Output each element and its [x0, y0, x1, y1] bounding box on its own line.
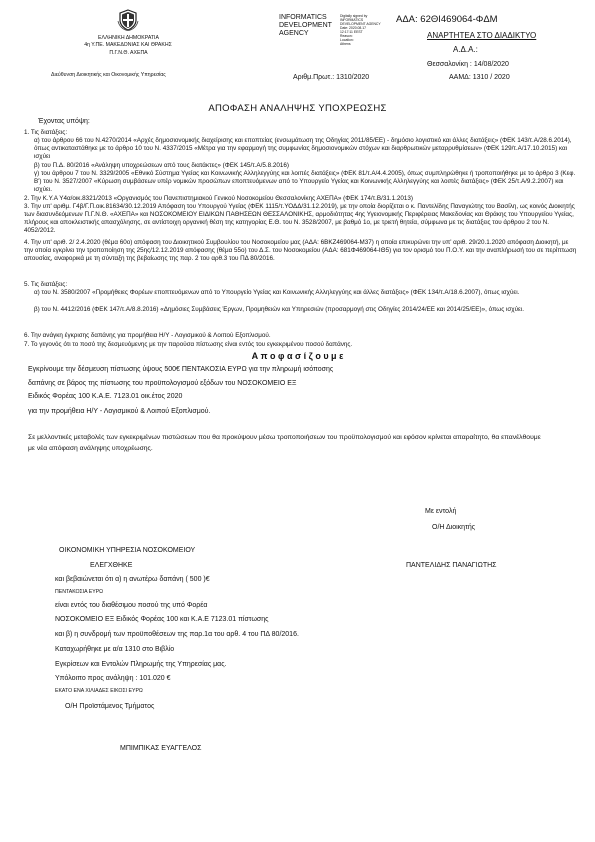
- finance-line-5: και β) η συνδρομή των προϋποθέσεων της παρ.1α του αρθ. 4 του ΠΔ 80/2016.: [55, 631, 299, 638]
- future-changes-note: Σε μελλοντικές μεταβολές των εγκεκριμένων πιστώσεων που θα προκύψουν μέσω τροποποιήσεων του προϋπολογισμού και εφόσον κρίνεται απαραίτητο, θα επανέλθουμε με νέα απόφαση ανάληψης υποχρέωσης.: [28, 434, 541, 452]
- decision-line-1: Εγκρίνουμε την δέσμευση πίστωσης ύψους 500€ ΠΕΝΤΑΚΟΣΙΑ ΕΥΡΩ για την πληρωμή ισόποσης: [28, 366, 334, 373]
- consideration-4: 4. Την υπ' αριθ. 2/ 2.4.2020 (θέμα 60ο) απόφαση του Διοικητικού Συμβουλίου του Νοσοκομείου μας (ΑΔΑ: 6ΒΚΖ469064-Μ37) η οποία επικυρώνει την υπ' αριθ. 29/20.1.2020 απόφαση Διοικητή, με την οποία εγκρίνει την τροποποίηση της 25ης/12.12.2019 απόφασης (θέμα 55ο) του Δ.Σ. του Νοσοκομείου (ΑΔΑ: 681Φ469064-ΙΘ5) για τον ορισμό του Π.Ο.Υ. και την αναπλήρωσή του σε περίπτωση απουσίας, αναφορικά με τη σύνταξη της βεβαίωσης της παρ. 2 του αρθ.3 του ΠΔ 80/2016.: [24, 239, 577, 263]
- director-name: ΠΑΝΤΕΛΙΔΗΣ ΠΑΝΑΓΙΩΤΗΣ: [406, 562, 497, 569]
- org-line-health-region: 4η Υ.ΠΕ. ΜΑΚΕΔΟΝΙΑΣ ΚΑΙ ΘΡΑΚΗΣ: [84, 42, 172, 48]
- finance-heading: ΟΙΚΟΝΟΜΙΚΗ ΥΠΗΡΕΣΙΑ ΝΟΣΟΚΟΜΕΙΟΥ: [59, 547, 196, 554]
- signature-line-1: Digitally signed by: [340, 14, 368, 18]
- consideration-5b: β) του Ν. 4412/2016 (ΦΕΚ 147/τ.Α/8.8.2016) «Δημόσιες Συμβάσεις Έργων, Προμηθειών και Υπηρεσιών (προσαρμογή στις Οδηγίες 2014/24/ΕΕ και 2014/25/ΕΕ)», όπως ισχύει.: [34, 306, 524, 313]
- consideration-7: 7. Το γεγονός ότι το ποσό της δεσμευόμενης με την παρούσα πίστωσης είναι εντός του εγκεκριμένου ποσού δαπάνης.: [24, 341, 353, 348]
- signature-line-3: DEVELOPMENT AGENCY: [340, 22, 381, 26]
- finance-signer-name: ΜΠΙΜΠΙΚΑΣ ΕΥΑΓΓΕΛΟΣ: [120, 745, 202, 752]
- org-line-hospital: Π.Γ.Ν.Θ. ΑΧΕΠΑ: [109, 50, 148, 56]
- consideration-5: 5. Τις διατάξεις:: [24, 281, 68, 288]
- by-order-label: Με εντολή: [425, 508, 457, 515]
- remaining-balance: Υπόλοιπο προς ανάληψη : 101.020 €: [55, 675, 171, 682]
- consideration-1: 1. Τις διατάξεις:: [24, 129, 68, 136]
- remaining-balance-words: ΕΚΑΤΟ ΕΝΑ ΧΙΛΙΑΔΕΣ ΕΙΚΟΣΙ ΕΥΡΩ: [55, 688, 143, 694]
- having-regard-label: Έχοντας υπόψη:: [38, 118, 90, 125]
- finance-line-1: και βεβαιώνεται ότι α) η ανωτέρω δαπάνη ( 500 )€: [55, 576, 210, 583]
- decide-heading: Α π ο φ α σ ί ζ ο υ μ ε: [251, 351, 344, 361]
- aamd-number: ΑΑΜΔ: 1310 / 2020: [449, 74, 510, 81]
- consideration-5a: α) του Ν. 3580/2007 «Προμήθειες Φορέων εποπτευόμενων από το Υπουργείο Υγείας και Κοινωνικής Αλληλεγγύης και άλλες διατάξεις» (ΦΕΚ 134/τ.Α/18.6.2007), όπως ισχύει.: [34, 289, 520, 296]
- page-title: ΑΠΟΦΑΣΗ ΑΝΑΛΗΨΗΣ ΥΠΟΧΡΕΩΣΗΣ: [208, 103, 387, 114]
- org-line-republic: ΕΛΛΗΝΙΚΗ ΔΗΜΟΚΡΑΤΙΑ: [98, 35, 159, 41]
- informatics-line-3: AGENCY: [279, 30, 309, 37]
- posting-label: ΑΝΑΡΤΗΤΕΑ ΣΤΟ ΔΙΑΔΙΚΤΥΟ: [427, 31, 537, 40]
- finance-line-6: Καταχωρήθηκε με α/α 1310 στο Βιβλίο: [55, 646, 175, 653]
- greek-coat-of-arms-icon: [117, 9, 139, 31]
- consideration-3: 3. Την υπ' αριθμ. Γ4β/Γ.Π.οικ.81634/30.12.2019 Απόφαση του Υπουργού Υγείας (ΦΕΚ 1115/τ.ΥΟΔΔ/31.12.2019), με την οποία διορίζεται ο κ. Παντελίδης Παναγιώτης του Βασίλη, ως κοινός Διοικητής των διασυνδεόμενων Π.Γ.Ν.Θ. «ΑΧΕΠΑ» και ΝΟΣΟΚΟΜΕΙΟΥ ΕΙΔΙΚΩΝ ΠΑΘΗΣΕΩΝ ΘΕΣΣΑΛΟΝΙΚΗΣ, αρμοδιότητας 4ης Υγειονομικής Περιφέρειας Μακεδονίας και Θράκης του Υπουργείου Υγείας, πλήρους και αποκλειστικής απασχόλησης, σε αντίστοιχη οργανική θέση της κατηγορίας Ε.Θ. του Ν. 3528/2007, με βαθμό 1ο, με τριετή θητεία, σύμφωνα με τις διατάξεις του άρθρου 2 του Ν. 4052/2012.: [24, 203, 575, 235]
- consideration-6: 6. Την ανάγκη έγκρισης δαπάνης για προμήθεια Η/Υ - Λογισμικού & Λοιπού Εξοπλισμού.: [24, 332, 271, 339]
- decision-line-2: δαπάνης σε βάρος της πίστωσης του προϋπολογισμού εξόδων του ΝΟΣΟΚΟΜΕΙΟ ΕΞ: [28, 380, 297, 387]
- director-role: Ο/Η Διοικητής: [432, 524, 476, 531]
- signature-line-8: Athens: [340, 42, 351, 46]
- finance-checked: ΕΛΕΓΧΘΗΚΕ: [90, 562, 133, 569]
- ada-number: ΑΔΑ: 62ΘΙ469064-ΦΔΜ: [396, 14, 498, 25]
- coat-of-arms-emblem: [117, 9, 139, 31]
- signature-line-2: INFORMATICS: [340, 18, 364, 22]
- section-head-role: Ο/Η Προϊστάμενος Τμήματος: [65, 703, 155, 710]
- ada-blank-label: Α.Δ.Α.:: [453, 45, 478, 54]
- informatics-line-2: DEVELOPMENT: [279, 22, 332, 29]
- place-date: Θεσσαλονίκη : 14/08/2020: [427, 61, 509, 68]
- informatics-line-1: INFORMATICS: [279, 14, 327, 21]
- consideration-1c: γ) του άρθρου 7 του Ν. 3329/2005 «Εθνικό Σύστημα Υγείας και Κοινωνικής Αλληλεγγύης και λοιπές διατάξεις» (ΦΕΚ 81/τ.Α/4.4.2005), όπως συμπληρώθηκε ή τροποποιήθηκε με το άρθρο 3 (Κεφ. Β') του Ν. 3527/2007 «Κύρωση συμβάσεων υπέρ νομικών προσώπων εποπτευόμενων από το Υπουργείο Υγείας και Κοινωνικής Αλληλεγγύης και λοιπές διατάξεις» (ΦΕΚ 25/τ.Α/9.2.2007) και ισχύει.: [34, 170, 576, 194]
- finance-line-2: ΠΕΝΤΑΚΟΣΙΑ ΕΥΡΩ: [55, 589, 104, 595]
- consideration-1b: β) του Π.Δ. 80/2016 «Ανάληψη υποχρεώσεων από τους διατάκτες» (ΦΕΚ 145/τ.Α/5.8.2016): [34, 162, 289, 169]
- signature-line-5: 12:17:11 EEST: [340, 30, 363, 34]
- signature-line-6: Reason:: [340, 34, 353, 38]
- protocol-number: Αριθμ.Πρωτ.: 1310/2020: [293, 74, 370, 81]
- consideration-2: 2. Την Κ.Υ.Α Υ4α/οικ.8321/2013 «Οργανισμός του Πανεπιστημιακού Γενικού Νοσοκομείου Θεσσαλονίκης ΑΧΕΠΑ» (ΦΕΚ 174/τ.Β/31.1.2013): [24, 195, 413, 202]
- finance-line-7: Εγκρίσεων και Εντολών Πληρωμής της Υπηρεσίας μας.: [55, 661, 227, 668]
- signature-line-4: Date: 2020.08.17: [340, 26, 367, 30]
- consideration-1a: α) του άρθρου 66 του Ν.4270/2014 «Αρχές δημοσιονομικής διαχείρισης και εποπτείας (ενσωμάτωση της Οδηγίας 2011/85/ΕΕ) - δημόσιο λογιστικό και άλλες διατάξεις» (ΦΕΚ 143/τ.Α/28.6.2014), όπως αντικαταστάθηκε με το άρθρο 10 του Ν. 4337/2015 «Μέτρα για την εφαρμογή της συμφωνίας δημοσιονομικών στόχων και διαρθρωτικών μεταρρυθμίσεων» (ΦΕΚ 129/τ.Α/17.10.2015) και ισχύει: [34, 137, 572, 161]
- decision-line-4: για την προμήθεια Η/Υ - Λογισμικού & Λοιπού Εξοπλισμού.: [28, 408, 211, 415]
- finance-line-4: ΝΟΣΟΚΟΜΕΙΟ ΕΞ Ειδικός Φορέας 100 και Κ.Α.Ε 7123.01 πίστωσης: [55, 616, 269, 623]
- decision-line-3: Ειδικός Φορέας 100 Κ.Α.Ε. 7123.01 οικ.έτος 2020: [28, 393, 183, 400]
- finance-line-3: είναι εντός του διαθέσιμου ποσού της υπό Φορέα: [55, 602, 208, 609]
- signature-line-7: Location:: [340, 38, 354, 42]
- org-department: Διεύθυνση Διοικητικής και Οικονομικής Υπηρεσίας: [51, 72, 166, 78]
